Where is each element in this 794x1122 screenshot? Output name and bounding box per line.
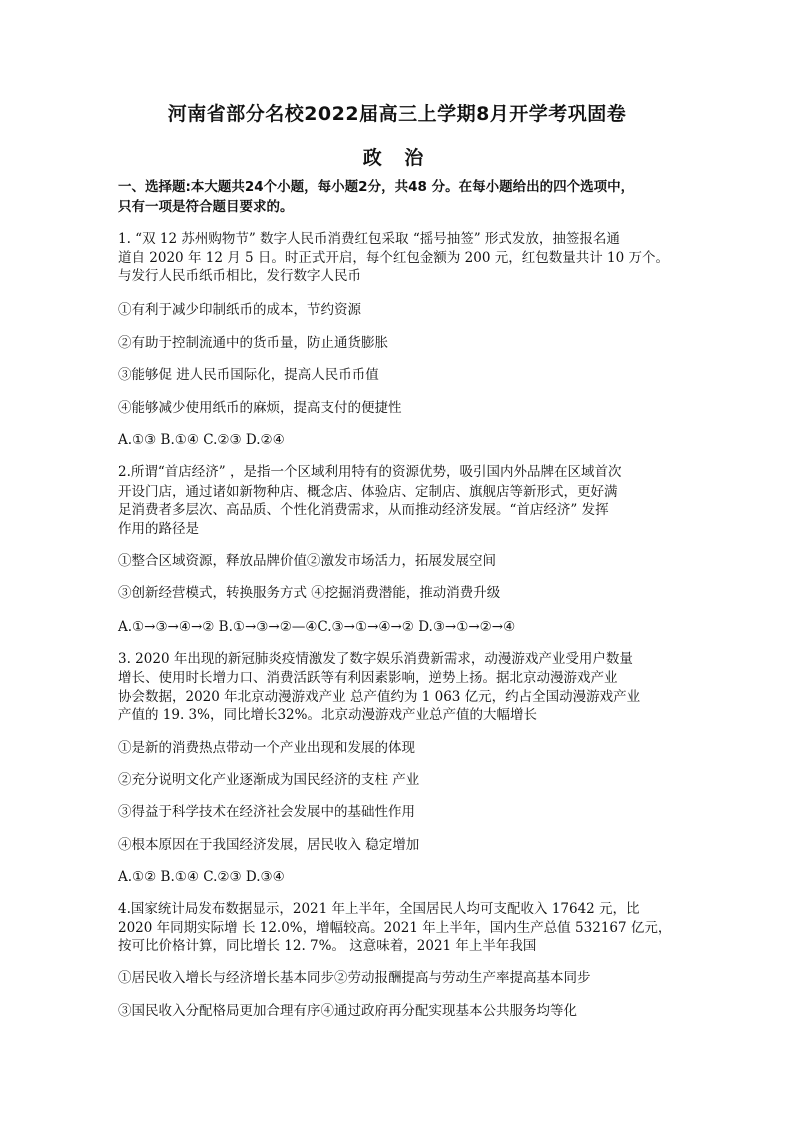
q3-stem-line: 3. 2020 年出现的新冠肺炎疫情激发了数字娱乐消费新需求，动漫游戏产业受用户数量 [118, 651, 633, 667]
q2-options: A.①→③→④→② B.①→③→②—④C.③→①→④→② D.③→①→②→④ [118, 619, 516, 635]
q2-stem-line: 开设门店，通过诸如新物种店、概念店、体验店、定制店、旗舰店等新形式，更好满 [118, 484, 618, 500]
q1-item: ③能够促 进人民币国际化，提高人民币币值 [118, 367, 379, 383]
q3-item: ③得益于科学技术在经济社会发展中的基础性作用 [118, 804, 415, 820]
q4-stem-line: 按可比价格计算，同比增长 12. 7%。 这意味着，2021 年上半年我国 [118, 938, 537, 954]
q1-item: ①有利于减少印制纸币的成本，节约资源 [118, 302, 361, 318]
q4-stem-line: 4.国家统计局发布数据显示，2021 年上半年，全国居民人均可支配收入 17642 元，比 [118, 901, 640, 917]
q4-item: ③国民收入分配格局更加合理有序④通过政府再分配实现基本公共服务均等化 [118, 1003, 577, 1019]
q1-stem-line: 道自 2020 年 12 月 5 日。时正式开启，每个红包金额为 200 元，红包数量共计 10 万个。 [118, 250, 669, 266]
section-heading-line: 一、选择题:本大题共24个小题，每小题2分，共48 分。在每小题给出的四个选项中， [118, 179, 635, 195]
q3-item: ①是新的消费热点带动一个产业出现和发展的体现 [118, 740, 415, 756]
subject-heading: 政 治 [362, 147, 432, 169]
q4-item: ①居民收入增长与经济增长基本同步②劳动报酬提高与劳动生产率提高基本同步 [118, 970, 591, 986]
q3-item: ②充分说明文化产业逐渐成为国民经济的支柱 产业 [118, 772, 420, 788]
q2-stem-line: 足消费者多层次、高品质、个性化消费需求，从而推动经济发展。“首店经济” 发挥 [118, 502, 609, 518]
q2-stem-line: 2.所谓“首店经济” ，是指一个区域利用特有的资源优势，吸引国内外品牌在区域首次 [118, 464, 622, 480]
exam-title: 河南省部分名校2022届高三上学期8月开学考巩固卷 [167, 103, 627, 125]
section-heading-line: 只有一项是符合题目要求的。 [118, 199, 294, 215]
q2-stem-line: 作用的路径是 [118, 521, 199, 537]
q2-item: ①整合区域资源，释放品牌价值②激发市场活力，拓展发展空间 [118, 553, 496, 569]
q1-item: ②有助于控制流通中的货币量，防止通货膨胀 [118, 335, 388, 351]
q3-options: A.①② B.①④ C.②③ D.③④ [118, 869, 285, 885]
q1-item: ④能够减少使用纸币的麻烦，提高支付的便捷性 [118, 400, 402, 416]
q1-stem-line: 1. “双 12 苏州购物节” 数字人民币消费红包采取 “摇号抽签” 形式发放，抽签报名通 [118, 231, 620, 247]
q3-stem-line: 产值的 19. 3%，同比增长32%。北京动漫游戏产业总产值的大幅增长 [118, 707, 537, 723]
q4-stem-line: 2020 年同期实际增 长 12.0%，增幅较高。2021 年上半年，国内生产总值 532167 亿元， [118, 920, 672, 936]
q1-options: A.①③ B.①④ C.②③ D.②④ [118, 432, 285, 448]
q3-item: ④根本原因在于我国经济发展，居民收入 稳定增加 [118, 837, 420, 853]
q1-stem-line: 与发行人民币纸币相比，发行数字人民币 [118, 268, 361, 284]
q3-stem-line: 协会数据，2020 年北京动漫游戏产业 总产值约为 1 063 亿元，约占全国动漫游戏产业 [118, 689, 641, 705]
q3-stem-line: 增长、使用时长增力口、消费活跃等有利因素影响，逆势上扬。据北京动漫游戏产业 [118, 670, 618, 686]
q2-item: ③创新经营模式，转换服务方式 ④挖掘消费潜能，推动消费升级 [118, 585, 501, 601]
